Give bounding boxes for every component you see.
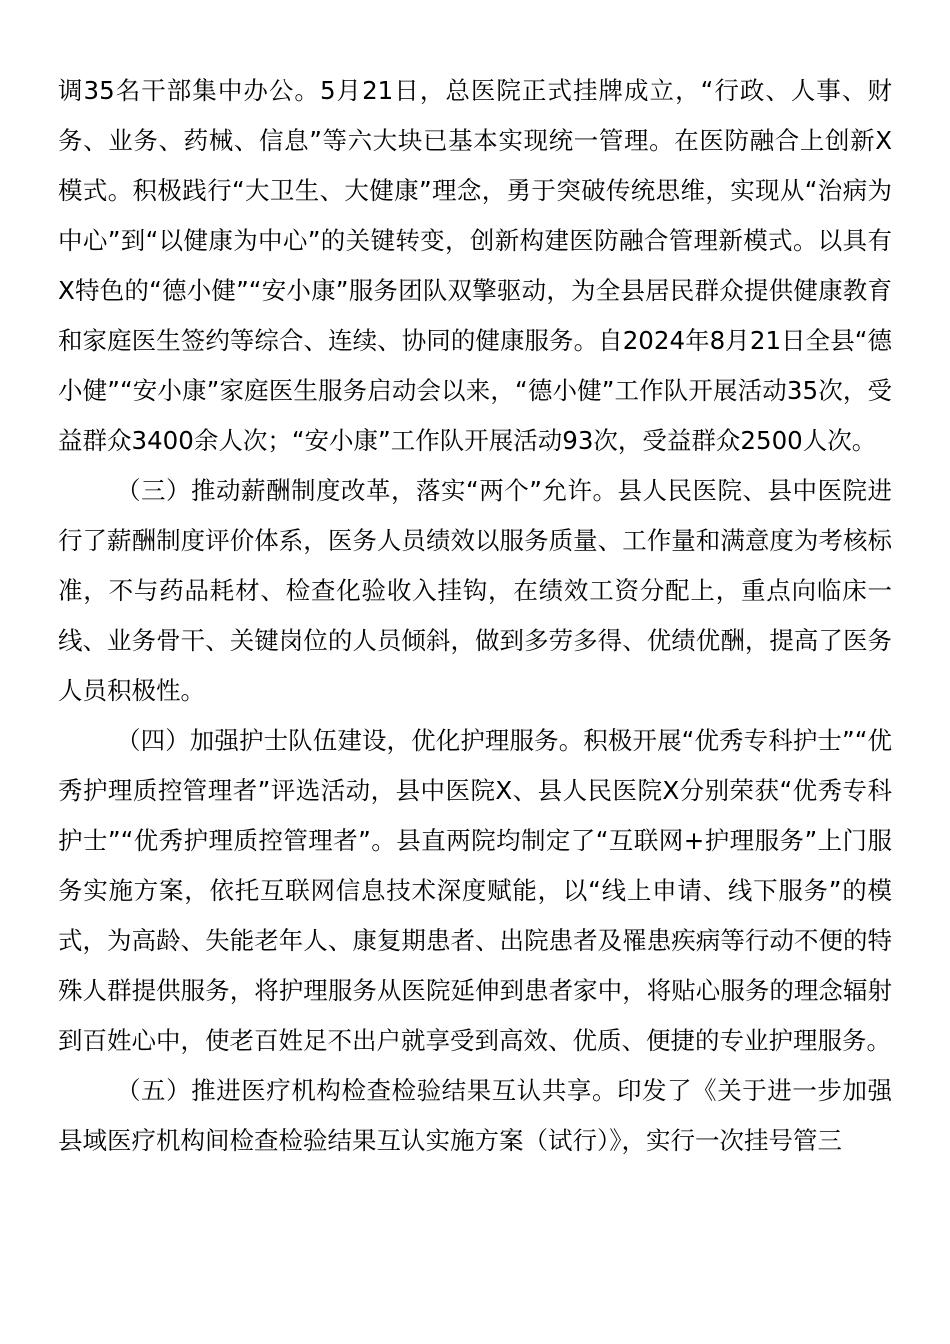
paragraph-salary-reform: （三）推动薪酬制度改革，落实“两个”允许。县人民医院、县中医院进行了薪酬制度评价体系，医务人员绩效以服务质量、工作量和满意度为考核标准，不与药品耗材、检查化验收入挂钩，在绩效工资分配上，重点向临床一线、业务骨干、关键岗位的人员倾斜，做到多劳多得、优绩优酬，提高了医务人员积极性。 [58, 476, 892, 705]
paragraph-nursing-team: （四）加强护士队伍建设，优化护理服务。积极开展“优秀专科护士”“优秀护理质控管理者”评选活动，县中医院X、县人民医院X分别荣获“优秀专科护士”“优秀护理质控管理者”。县直两院均制定了“互联网+护理服务”上门服务实施方案，依托互联网信息技术深度赋能，以“线上申请、线下服务”的模式，为高龄、失能老年人、康复期患者、出院患者及罹患疾病等行动不便的特殊人群提供服务，将护理服务从医院延伸到患者家中，将贴心服务的理念辐射到百姓心中，使老百姓足不出户就享受到高效、优质、便捷的专业护理服务。 [58, 726, 892, 1055]
paragraph-test-result-sharing: （五）推进医疗机构检查检验结果互认共享。印发了《关于进一步加强县域医疗机构间检查检验结果互认实施方案（试行）》，实行一次挂号管三 [58, 1076, 892, 1155]
document-body [58, 66, 892, 1166]
paragraph-continuation: 调35名干部集中办公。5月21日，总医院正式挂牌成立，“行政、人事、财务、业务、药械、信息”等六大块已基本实现统一管理。在医防融合上创新X模式。积极践行“大卫生、大健康”理念，勇于突破传统思维，实现从“治病为中心”到“以健康为中心”的关键转变，创新构建医防融合管理新模式。以具有X特色的“德小健”“安小康”服务团队双擎驱动，为全县居民群众提供健康教育和家庭医生签约等综合、连续、协同的健康服务。自2024年8月21日全县“德小健”“安小康”家庭医生服务启动会以来，“德小健”工作队开展活动35次，受益群众3400余人次；“安小康”工作队开展活动93次，受益群众2500人次。 [58, 76, 892, 455]
